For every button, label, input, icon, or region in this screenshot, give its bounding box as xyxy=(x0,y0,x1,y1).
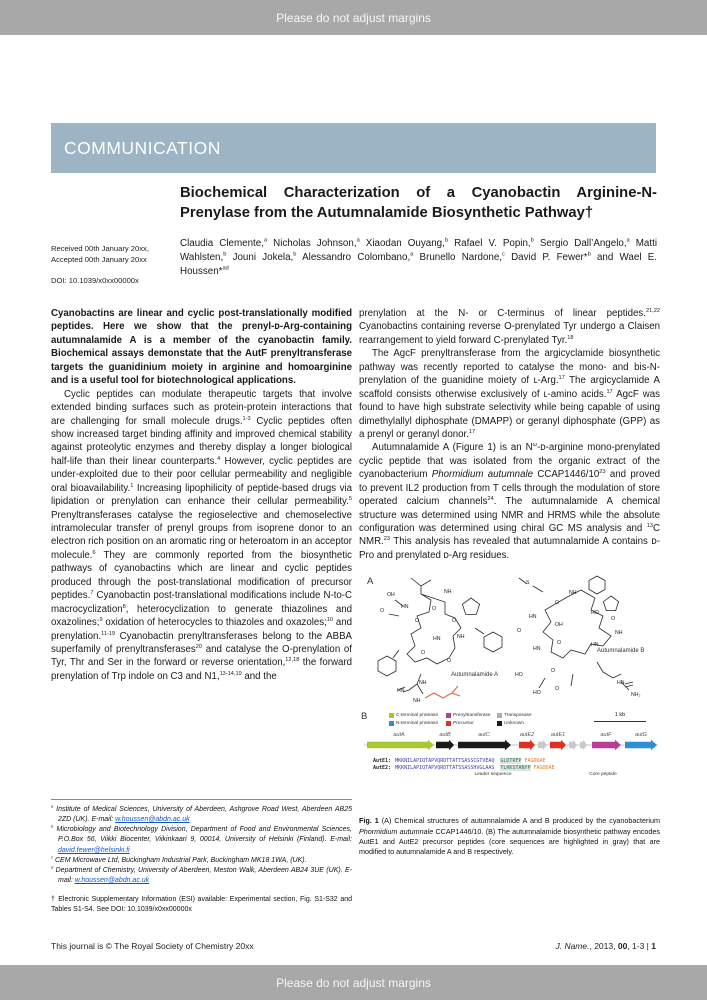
atom-label: O xyxy=(551,668,556,675)
gene-transposase xyxy=(538,740,547,750)
gene-cluster-diagram xyxy=(359,728,660,754)
gene-legend xyxy=(389,712,559,726)
leader-sequence-label: Leader sequence xyxy=(474,771,512,777)
authors-line: Claudia Clemente,$^a$ Nicholas Johnson,$^a$ Xiaodan Ouyang,$^b$ Rafael V. Popin,$^b$ Sergio Dall’Angelo,$^a$ Matti Wahlsten,$^b$ Jouni Jokela,$^b$ Alessandro Colombano,$^a$ Brunello Nardone,$^c$ David P. Fewer*$^b$ and Wael E. Houssen*$^{ad}$ xyxy=(180,237,657,278)
atom-label: O xyxy=(421,650,426,657)
gene-label-autG: autG xyxy=(635,732,647,739)
bottom-banner-text: Please do not adjust margins xyxy=(276,975,431,990)
legend-item: Unknown xyxy=(497,720,549,727)
sequence-line-autE1: AutE1: MKKNILAPIQTAPVQRDTTATTSASSCGTVEAQ GLDTRFP FAGDDAE xyxy=(373,758,546,765)
atom-label: O xyxy=(555,600,560,607)
article-type-banner xyxy=(51,123,656,173)
manuscript-meta xyxy=(51,243,173,286)
gene-label-autE2: autE2 xyxy=(519,732,535,739)
panel-a-letter: A xyxy=(367,576,374,588)
right-column xyxy=(359,307,660,857)
top-banner-text: Please do not adjust margins xyxy=(276,10,431,25)
gene-label-autE1: autE1 xyxy=(550,732,566,739)
atom-label: O xyxy=(452,618,457,625)
atom-label: NH xyxy=(444,589,452,596)
legend-item: Precursor xyxy=(446,720,492,727)
atom-label: HN xyxy=(533,646,541,653)
legend-item: N-terminal protease xyxy=(389,720,441,727)
left-column xyxy=(51,307,352,683)
atom-label: HN xyxy=(433,636,441,643)
atom-label: HN xyxy=(617,680,625,687)
precursor-sequences xyxy=(373,758,617,781)
figure-panel-b xyxy=(359,710,660,810)
legend-item: Transposase xyxy=(497,712,549,719)
legend-swatch xyxy=(446,713,451,718)
atom-label: HO xyxy=(533,690,541,697)
structure-a-label: Autumnalamide A xyxy=(451,672,499,679)
atom-label: O xyxy=(415,618,420,625)
atom-label: HN xyxy=(591,642,599,649)
bottom-margin-banner xyxy=(0,965,707,1000)
figure-panel-a xyxy=(359,570,660,708)
atom-label: NH xyxy=(615,630,623,637)
atom-label: O xyxy=(517,628,522,635)
gene-autE2 xyxy=(519,740,535,750)
body-paragraph-3: The AgcF prenyltransferase from the argicyclamide biosynthetic pathway was recently reported to catalyse the mono- and bis-N-prenylation of the guanidine moiety of ʟ-Arg.$^{17}$ The argicyclamide A scaffold consists otherwise exclusively of ʟ-amino acids.$^{17}$ AgcF was found to have high substrate selectivity while being capable of using dimethylallyl diphosphate (DMAPP) or geranyl diphosphate (GPP) as a prenyl or geranyl donor.$^{17}$ xyxy=(359,348,660,440)
atom-label: HO xyxy=(515,672,523,679)
affiliation-d: $^d$ Department of Chemistry, University of Aberdeen, Meston Walk, Aberdeen AB24 3UE (UK). E-mail: w.houssen@abdn.ac.uk xyxy=(51,864,352,884)
atom-label: O xyxy=(447,658,452,665)
gene-label-autB: autB xyxy=(439,732,451,739)
gene-label-autA: autA xyxy=(393,732,405,739)
footer-citation: J. Name., 2013, 00, 1-3 | 1 xyxy=(555,941,656,951)
atom-label: O xyxy=(432,606,437,613)
email-link[interactable]: david.fewer@helsinki.fi xyxy=(58,846,130,854)
page-footer xyxy=(51,941,656,951)
sequence-line-autE2: AutE2: MKKNILAPIQTAPVQRDTTATSSASSHVGLAAS TLRKSTANYP FAGDDAE xyxy=(373,765,555,772)
gene-autF xyxy=(592,740,621,750)
gene-autG xyxy=(625,740,657,750)
body-paragraph-2: prenylation at the N- or C-terminus of linear peptides.$^{21,22}$ Cyanobactins containing reverse O-prenylated Tyr undergo a Claisen rearrangement to yield forward C-prenylated Tyr.$^{18}$ xyxy=(359,307,660,346)
atom-label: O xyxy=(611,616,616,623)
doi: DOI: 10.1039/x0xx00000x xyxy=(51,275,139,285)
gene-autA xyxy=(367,740,434,750)
atom-label: HN xyxy=(397,688,405,695)
gene-autE1 xyxy=(550,740,566,750)
atom-label: NH xyxy=(419,680,427,687)
email-link[interactable]: w.houssen@abdn.ac.uk xyxy=(74,876,150,884)
atom-label: O xyxy=(557,640,562,647)
legend-swatch xyxy=(446,721,451,726)
atom-label: NH xyxy=(569,590,577,597)
legend-item: Prenyltransferase xyxy=(446,712,492,719)
figure-caption: Fig. 1 (A) Chemical structures of autumnalamide A and B produced by the cyanobacterium Phormidium autumnale CCAP1446/10. (B) The autumnalamide biosynthetic pathway encodes AutE1 and AutE2 precursor peptides (core sequences are highlighted in gray) that are modified to autumnalamide A and B respectively. xyxy=(359,816,660,856)
gene-label-autC: autC xyxy=(478,732,490,739)
atom-label: O xyxy=(555,686,560,693)
email-link[interactable]: w.houssen@abdn.ac.uk xyxy=(115,816,190,824)
body-paragraph-1: Cyclic peptides can modulate therapeutic targets that involve extended binding surfaces such as protein-protein interactions that are challenging for small molecule drugs.$^{1-3}$ Cyclic peptides often show increased target binding affinity and improved chemical stability against proteolytic enzymes and thereby display a longer biological half-life than their linear counterparts.$^4$ However, cyclic peptides are under-exploited due to their poor cellular permeability and negligible oral bioavailability.$^1$ Increasing lipophilicity of peptide-based drugs via lipidation or prenylation can enhance their cellular permeability.$^5$ Prenyltransferases catalyse the regioselective and chemoselective intramolecular transfer of prenyl groups from isoprene donor to an electron rich position on an aromatic ring or heteroatom in an acceptor molecule.$^6$ They are commonly reported from the biosynthetic pathways of cyanobactins which are linear and cyclic peptides produced through the post-translational modification of precursor peptides.$^7$ Cyanobactin post-translational modifications include N-to-C macrocyclization$^8$, heterocyclization to generate thiazolines and oxazolines;$^9$ oxidation of heterocycles to thiazoles and oxazoles;$^{10}$ and prenylation.$^{11-19}$ Cyanobactin prenyltransferases belong to the ABBA superfamily of prenyltransferases$^{20}$ and catalyse the O-prenylation of Tyr, Thr and Ser in the forward or reverse orientation,$^{12,18}$ the forward prenylation of Trp indole on C3 and N1,$^{13-14,19}$ and the xyxy=(51,388,353,682)
gene-label-autF: autF xyxy=(600,732,612,739)
legend-swatch xyxy=(389,713,394,718)
article-type-label: COMMUNICATION xyxy=(64,137,221,158)
body-paragraph-4: Autumnalamide A (Figure 1) is an $N^\omega-ᴅ$-arginine mono-prenylated cyclic peptide that was isolated from the organic extract of the cyanobacterium Phormidium autumnale $CCAP1446/10^{23}$ and proved to prevent IL2 production from T cells through the modulation of store operated calcium channels$^{24}$. The autumnalamide A chemical structure was determined using NMR and HRMS while the absolute configuration was determined using chiral GC MS analysis and $^{13}$C NMR.$^{23}$ This analysis has revealed that autumnalamide A contains ᴅ-Pro and prenylated ᴅ-Arg residues. xyxy=(359,442,661,561)
page-title: Biochemical Characterization of a Cyanobactin Arginine-N-Prenylase from the Autumnalamide Biosynthetic Pathway† xyxy=(180,185,657,221)
atom-label: HN xyxy=(529,614,537,621)
prenyl-group-highlight xyxy=(425,686,460,698)
atom-label: OH xyxy=(387,592,395,599)
received-date: Received 00th January 20xx, xyxy=(51,244,149,253)
panel-b-letter: B xyxy=(361,711,368,723)
core-peptide-label: Core peptide xyxy=(589,771,617,777)
atom-label: NH₂ xyxy=(631,692,641,699)
atom-label: HO xyxy=(591,610,599,617)
gene-autB xyxy=(436,740,454,750)
legend-swatch xyxy=(389,721,394,726)
atom-label: O xyxy=(380,608,385,615)
atom-label: S xyxy=(526,580,530,587)
gene-transposase xyxy=(580,740,587,750)
structure-b-label: Autumnalamide B xyxy=(597,648,645,655)
affiliation-c: $^c$ CEM Microwave Ltd, Buckingham Industrial Park, Buckingham MK18 1WA, (UK). xyxy=(51,854,307,864)
scale-bar: 1 kb xyxy=(594,712,646,722)
esi-note: † Electronic Supplementary Information (ESI) available: Experimental section, Fig. S1-S32 and Tables S1-S4. See DOI: 10.1039/x0xx00000x xyxy=(51,896,352,914)
atom-label: OH xyxy=(555,622,563,629)
legend-item: C-terminal protease xyxy=(389,712,441,719)
accepted-date: Accepted 00th January 20xx xyxy=(51,255,147,265)
atom-label: HN xyxy=(401,604,409,611)
sequence-region-labels xyxy=(373,771,617,781)
atom-label: NH xyxy=(413,698,421,705)
gene-autC xyxy=(458,740,511,750)
abstract-paragraph: Cyanobactins are linear and cyclic post-translationally modified peptides. Here we show that the prenyl-ᴅ-Arg-containing autumnalamide A is a member of the cyanobactin family. Biochemical assays demonstate that the AutF prenyltransferase targets the guanidinium moiety in arginine and homoarginine and is a useful tool for biotechnological applications. xyxy=(51,308,352,387)
gene-transposase xyxy=(569,740,577,750)
footer-copyright: This journal is © The Royal Society of Chemistry 20xx xyxy=(51,941,254,951)
legend-swatch xyxy=(497,721,502,726)
legend-swatch xyxy=(497,713,502,718)
footnotes-block xyxy=(51,799,352,915)
atom-label: NH xyxy=(457,634,465,641)
affiliation-a: $^a$ Institute of Medical Sciences, University of Aberdeen, Ashgrove Road West, Aberdeen AB25 2ZD (UK). E-mail: w.houssen@abdn.ac.uk xyxy=(51,803,352,824)
figure-1 xyxy=(359,570,660,857)
affiliation-b: $^b$ Microbiology and Biotechnology Division, Department of Food and Environmental Sciences, P.O.Box 56, Viikki Biocenter, Viikinkaari 9, 00014, University of Helsinki (Finland). E-mail: david.fewer@helsinki.fi xyxy=(51,823,352,854)
top-margin-banner xyxy=(0,0,707,35)
chemical-structures-drawing xyxy=(359,570,660,708)
